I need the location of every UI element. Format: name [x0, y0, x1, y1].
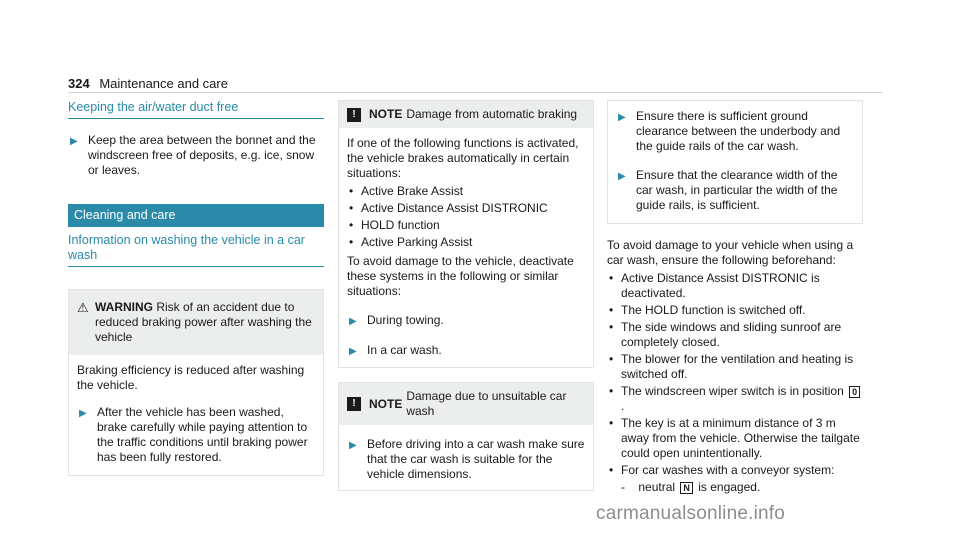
note-box-unsuitable-wash	[338, 382, 594, 491]
watermark: carmanualsonline.info	[596, 503, 786, 524]
warning-triangle-icon: ⚠	[77, 300, 89, 315]
page-header	[68, 76, 228, 91]
instruction-step	[347, 343, 585, 359]
note-header	[339, 383, 593, 425]
step-text: During towing.	[367, 313, 444, 327]
note-avoid-text: To avoid damage to the vehicle, deactivate these systems in the following or similar situations:	[347, 254, 574, 298]
step-text: In a car wash.	[367, 343, 442, 357]
subheading-air-duct: Keeping the air/water duct free	[68, 100, 324, 119]
list-item: • The side windows and sliding sunroof are completely closed.	[607, 320, 863, 350]
dash-prefix: neutral	[638, 480, 676, 494]
list-item: • The key is at a minimum distance of 3 m away from the vehicle. Otherwise the tailgate could open unintentionally.	[607, 416, 863, 461]
warning-label: WARNING	[95, 300, 153, 314]
list-item: • For car washes with a conveyor system:	[607, 463, 863, 478]
warning-title: Risk of an accident due to reduced braking power after washing the vehicle	[95, 300, 312, 344]
list-item: • HOLD function	[347, 218, 585, 233]
step-text: Ensure that the clearance width of the car wash, in particular the width of the guide rails, is sufficient.	[636, 168, 838, 212]
step-text: Before driving into a car wash make sure that the car wash is suitable for the vehicle dimensions.	[367, 437, 585, 481]
section-bar-cleaning: Cleaning and care	[68, 204, 324, 227]
step-text: After the vehicle has been washed, brake carefully while paying attention to the traffic conditions until braking power has been fully restored.	[97, 405, 308, 464]
list-item: • The windscreen wiper switch is in position 0.	[607, 384, 863, 414]
step-text: Keep the area between the bonnet and the windscreen free of deposits, e.g. ice, snow or leaves.	[88, 133, 316, 177]
note-box-automatic-braking	[338, 100, 594, 368]
arrow-right-icon: ▶	[618, 112, 626, 123]
list-item: • Active Parking Assist	[347, 235, 585, 250]
exclamation-icon: !	[347, 108, 361, 122]
instruction-step	[616, 109, 854, 154]
warning-box	[68, 289, 324, 476]
list-item: • Active Distance Assist DISTRONIC is deactivated.	[607, 271, 863, 301]
arrow-right-icon: ▶	[618, 171, 626, 182]
warning-step	[77, 405, 315, 465]
header-divider	[68, 92, 882, 93]
list-item-text: The windscreen wiper switch is in position	[621, 384, 844, 398]
warning-body	[69, 355, 323, 475]
note-body	[339, 425, 593, 490]
wiper-position-key: 0	[849, 386, 860, 398]
instruction-step	[68, 133, 324, 178]
step-text: Ensure there is sufficient ground clearance between the underbody and the guide rails of the car wash.	[636, 109, 841, 153]
note-body	[339, 128, 593, 367]
list-item: • The HOLD function is switched off.	[607, 303, 863, 318]
page-number: 324	[68, 76, 90, 91]
arrow-right-icon: ▶	[70, 136, 78, 147]
note-header	[339, 101, 593, 128]
column-2	[338, 100, 594, 491]
instruction-step	[616, 168, 854, 213]
instruction-step	[347, 313, 585, 329]
arrow-right-icon: ▶	[79, 408, 87, 419]
note-title: Damage from automatic braking	[406, 107, 578, 121]
function-list	[347, 184, 585, 250]
dash-item: - neutral N is engaged.	[621, 480, 761, 494]
warning-header	[69, 290, 323, 355]
section-title: Maintenance and care	[99, 76, 228, 91]
exclamation-icon: !	[347, 397, 361, 411]
subheading-car-wash: Information on washing the vehicle in a car wash	[68, 233, 324, 267]
precaution-list	[607, 271, 863, 478]
car-wash-intro: To avoid damage to your vehicle when using a car wash, ensure the following beforehand:	[607, 238, 854, 267]
list-item: • Active Brake Assist	[347, 184, 585, 199]
note-continuation-box	[607, 100, 863, 224]
instruction-step	[347, 437, 585, 482]
neutral-gear-key: N	[680, 482, 693, 494]
note-label: NOTE	[369, 396, 403, 411]
list-item: • The blower for the ventilation and heating is switched off.	[607, 352, 863, 382]
dash-suffix: is engaged.	[698, 480, 761, 494]
arrow-right-icon: ▶	[349, 440, 357, 451]
note-label: NOTE	[369, 107, 403, 121]
note-title: Damage due to unsuitable car wash	[406, 389, 567, 418]
list-item: • Active Distance Assist DISTRONIC	[347, 201, 585, 216]
column-3	[607, 100, 863, 495]
column-1	[68, 100, 324, 476]
note-intro: If one of the following functions is activated, the vehicle brakes automatically in certain situations:	[347, 136, 579, 180]
warning-text: Braking efficiency is reduced after washing the vehicle.	[77, 363, 305, 392]
arrow-right-icon: ▶	[349, 346, 357, 357]
arrow-right-icon: ▶	[349, 316, 357, 327]
